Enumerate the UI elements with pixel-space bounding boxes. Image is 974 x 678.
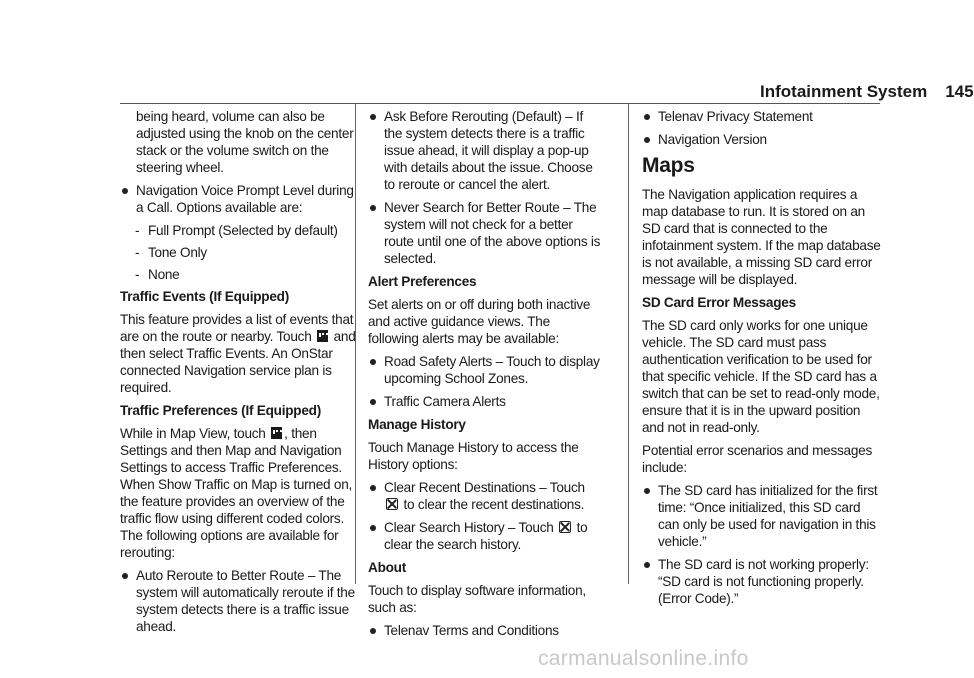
list-item: Telenav Privacy Statement: [642, 108, 882, 125]
header-rule: [120, 103, 880, 104]
column-divider-2: [628, 104, 629, 584]
page-header: [760, 82, 974, 102]
subheading: Traffic Preferences (If Equipped): [120, 403, 321, 418]
paragraph: The SD card only works for one unique vehicle. The SD card must pass authentication verification to be used for that specific vehicle. If the SD card has a switch that can be set to read-only mode, ensure that it is in the upward position and not in read-only.: [642, 318, 880, 435]
bullet-icon: [644, 488, 650, 494]
list-item: - Full Prompt (Selected by default): [135, 223, 338, 238]
paragraph: Set alerts on or off during both inactive and active guidance views. The following alerts may be available:: [368, 297, 591, 346]
clear-x-icon: [559, 521, 571, 533]
menu-icon: [317, 330, 328, 342]
paragraph: Touch Manage History to access the History options:: [368, 440, 579, 472]
bullet-icon: [370, 359, 376, 365]
list-item: - Tone Only: [135, 245, 207, 260]
bullet-icon: [644, 562, 650, 568]
bullet-icon: [370, 399, 376, 405]
list-item: The SD card is not working properly: “SD card is not functioning properly. (Error Code).”: [642, 556, 882, 607]
paragraph: Potential error scenarios and messages include:: [642, 443, 873, 475]
clear-x-icon: [386, 498, 398, 510]
subheading: Traffic Events (If Equipped): [120, 289, 289, 304]
bullet-icon: [370, 628, 376, 634]
bullet-icon: [122, 573, 128, 579]
bullet-icon: [644, 114, 650, 120]
column-1: [120, 108, 356, 641]
menu-icon: [271, 427, 282, 439]
list-item: Clear Search History – Touch to clear the search history.: [368, 519, 604, 553]
subheading: Alert Preferences: [368, 274, 477, 289]
column-3: [642, 108, 882, 613]
list-item: Never Search for Better Route – The system will not check for a better route until one of the above options is selected.: [368, 199, 604, 267]
list-item: - None: [135, 267, 180, 282]
bullet-icon: [644, 137, 650, 143]
paragraph: being heard, volume can also be adjusted using the knob on the center stack or the volume switch on the steering wheel.: [136, 109, 354, 175]
paragraph: Touch to display software information, such as:: [368, 583, 586, 615]
section-heading: Maps: [642, 154, 695, 177]
list-item: Ask Before Rerouting (Default) – If the system detects there is a traffic issue ahead, it will display a pop-up with details about the issue. Choose to reroute or cancel the alert.: [368, 108, 604, 193]
paragraph: The Navigation application requires a map database to run. It is stored on an SD card that is connected to the infotainment system. If the map database is not available, a missing SD card error message will be displayed.: [642, 187, 881, 287]
list-item: Traffic Camera Alerts: [368, 393, 604, 410]
bullet-icon: [370, 485, 376, 491]
list-item: Road Safety Alerts – Touch to display upcoming School Zones.: [368, 353, 604, 387]
paragraph: While in Map View, touch , then Settings and then Map and Navigation Settings to access Traffic Preferences. When Show Traffic on Map is turned on, the feature provides an overview of the traffic flow using different coded colors. The following options are available for rerouting:: [120, 426, 353, 560]
subheading: Manage History: [368, 417, 466, 432]
list-item: Auto Reroute to Better Route – The system will automatically reroute if the system detects there is a traffic issue ahead.: [120, 567, 356, 635]
page-number: 145: [945, 82, 974, 101]
list-item: Telenav Terms and Conditions: [368, 622, 604, 639]
list-item: Clear Recent Destinations – Touch to clear the recent destinations.: [368, 479, 604, 513]
list-item: Navigation Version: [642, 131, 882, 148]
bullet-icon: [122, 188, 128, 194]
subheading: About: [368, 560, 407, 575]
bullet-icon: [370, 114, 376, 120]
paragraph: This feature provides a list of events that are on the route or nearby. Touch and then select Traffic Events. An OnStar connected Navigation service plan is required.: [120, 312, 356, 395]
bullet-icon: [370, 205, 376, 211]
subheading: SD Card Error Messages: [642, 295, 796, 310]
watermark: carmanualsonline.info: [538, 647, 749, 670]
list-item: Navigation Voice Prompt Level during a Call. Options available are:: [120, 182, 356, 216]
bullet-icon: [370, 525, 376, 531]
section-title: Infotainment System: [760, 82, 928, 101]
column-2: [368, 108, 604, 645]
list-item: The SD card has initialized for the first time: “Once initialized, this SD card can only be used for navigation in this vehicle.”: [642, 482, 882, 550]
